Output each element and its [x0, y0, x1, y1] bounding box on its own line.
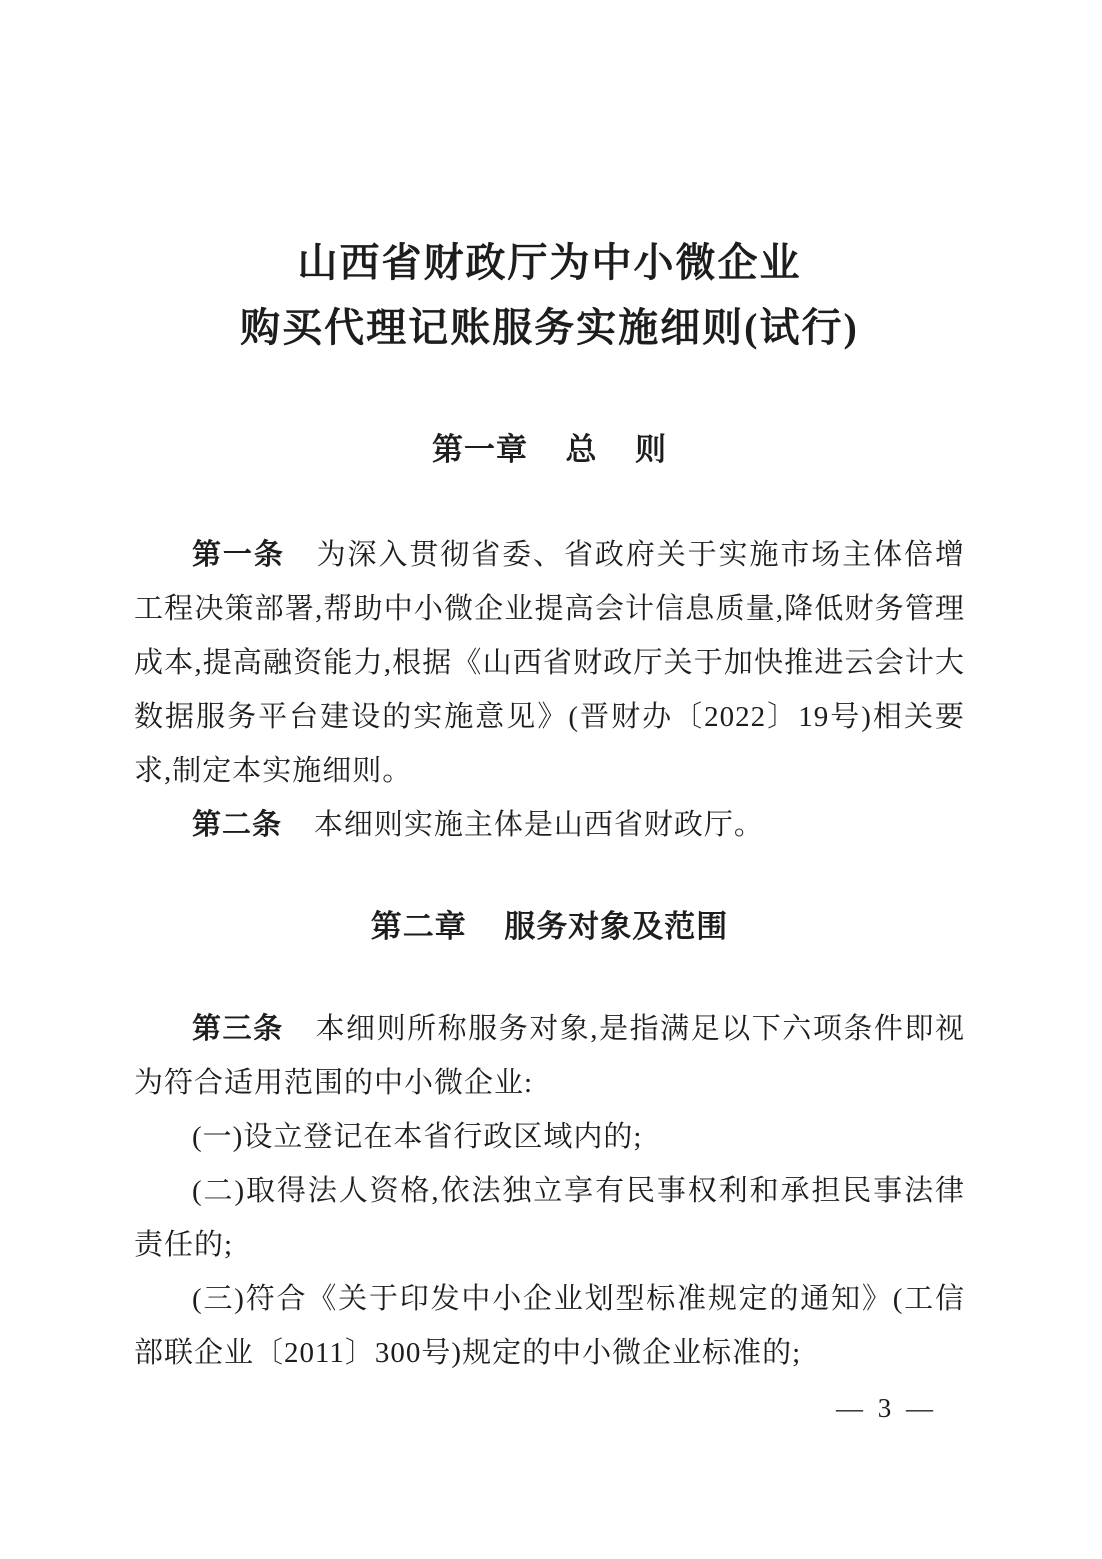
article-2-label: 第二条 [192, 809, 283, 841]
page-number: — 3 — [836, 1393, 937, 1423]
chapter-1-number: 第一章 [431, 432, 528, 467]
article-3-text: 本细则所称服务对象,是指满足以下六项条件即视为符合适用范围的中小微企业: [134, 1013, 965, 1099]
article-3-label: 第三条 [192, 1013, 284, 1045]
article-3 [134, 1002, 965, 1110]
chapter-2-number: 第二章 [370, 909, 467, 944]
article-2-text: 本细则实施主体是山西省财政厅。 [313, 809, 764, 841]
list-item-1: (一)设立登记在本省行政区域内的; [192, 1121, 643, 1153]
article-1-text: 为深入贯彻省委、省政府关于实施市场主体倍增工程决策部署,帮助中小微企业提高会计信息质量,降低财务管理成本,提高融资能力,根据《山西省财政厅关于加快推进云会计大数据服务平台建设的实施意见》(晋财办〔2022〕19号)相关要求,制定本实施细则。 [134, 539, 965, 787]
article-1-label: 第一条 [192, 539, 285, 571]
chapter-1-heading [134, 430, 965, 470]
title-line-1: 山西省财政厅为中小微企业 [297, 240, 802, 285]
page-footer [134, 1388, 965, 1428]
chapter-2-name: 服务对象及范围 [504, 909, 729, 944]
list-item-2: (二)取得法人资格,依法独立享有民事权利和承担民事法律责任的; [134, 1175, 965, 1261]
document-title [134, 230, 965, 360]
article-2 [134, 798, 965, 852]
title-line-2: 购买代理记账服务实施细则(试行) [240, 305, 859, 350]
list-item-3: (三)符合《关于印发中小企业划型标准规定的通知》(工信部联企业〔2011〕300号)规定的中小微企业标准的; [134, 1283, 965, 1369]
article-1 [134, 528, 965, 798]
chapter-1-name: 总 则 [565, 432, 668, 467]
chapter-2-heading [134, 907, 965, 947]
